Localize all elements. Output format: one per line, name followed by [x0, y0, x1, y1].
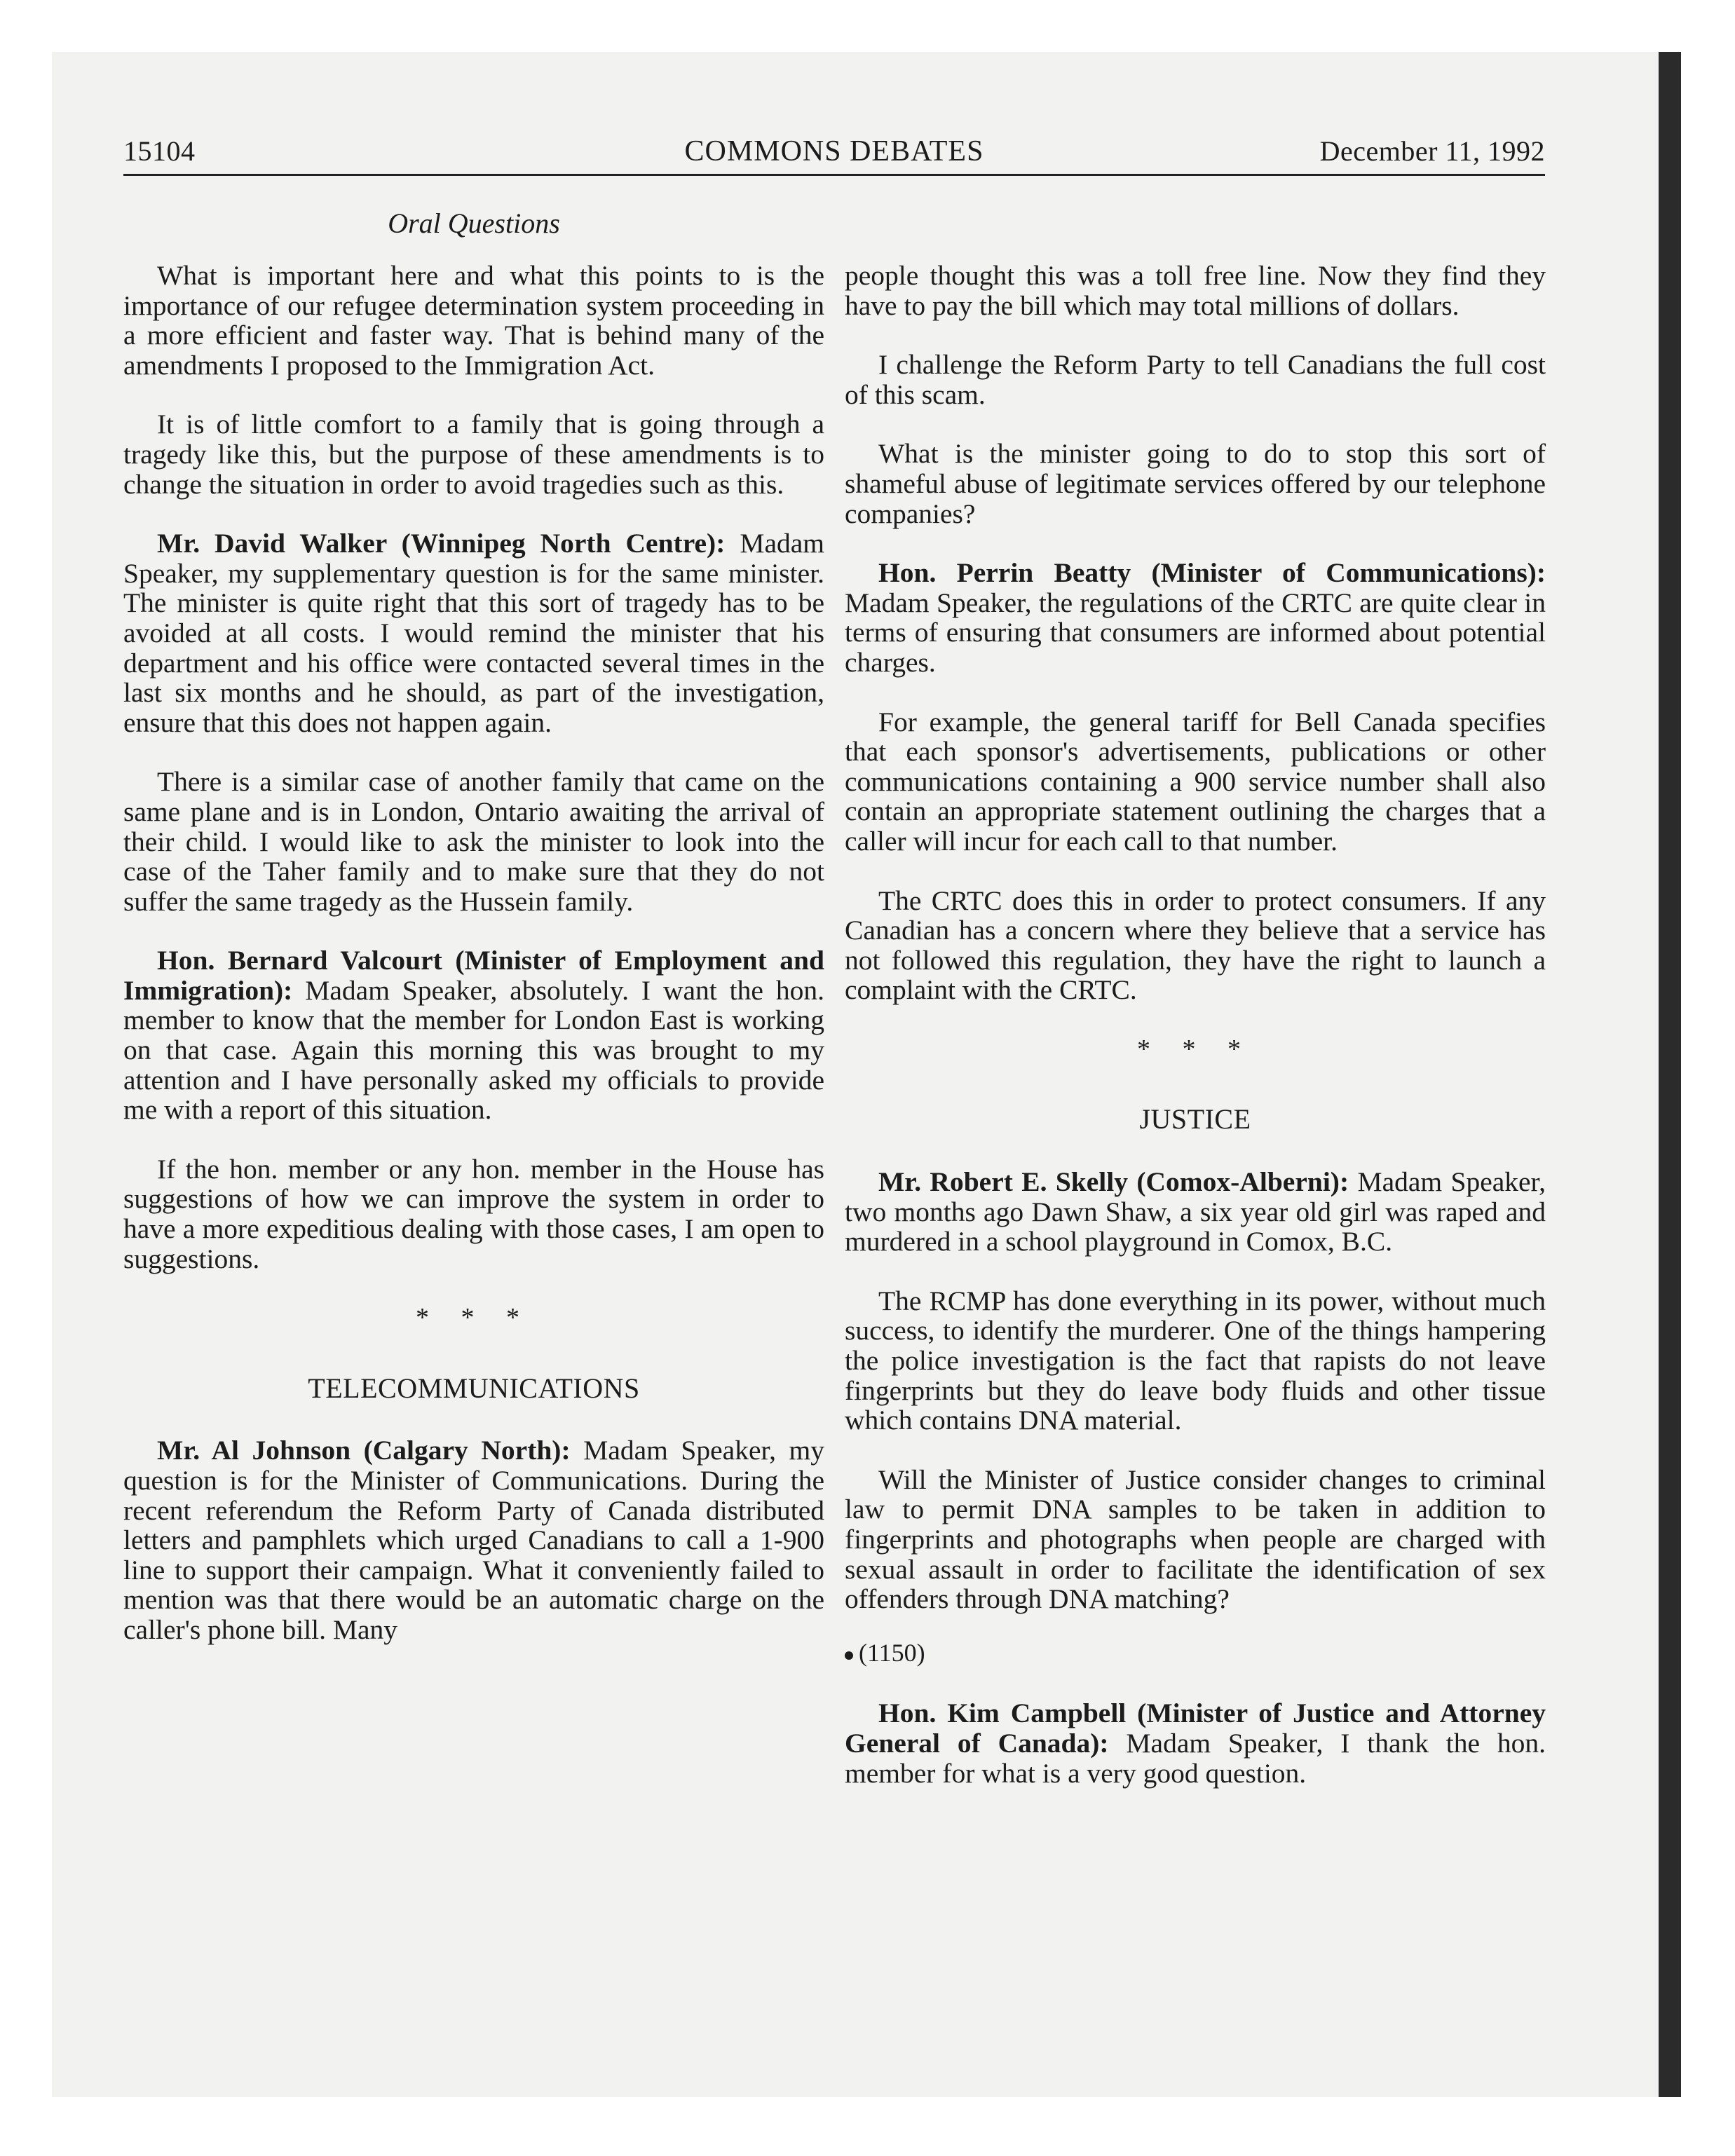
paragraph: If the hon. member or any hon. member in the House has suggestions of how we can improve the system in order to have a more expeditious dealing with those cases, I am open to suggestions. [123, 1153, 824, 1274]
speaker-name: Mr. Al Johnson (Calgary North): [157, 1435, 571, 1466]
paragraph: Will the Minister of Justice consider changes to criminal law to permit DNA samples to be taken in addition to fingerprints and photographs when people are charged with sexual assault in order to facilitate the identification of sex offenders through DNA matching? [845, 1464, 1546, 1615]
page-number: 15104 [123, 135, 196, 167]
time-marker-text: (1150) [859, 1638, 925, 1667]
header-date: December 11, 1992 [1319, 135, 1545, 167]
speech-paragraph [123, 946, 824, 1125]
paragraph: What is important here and what this points to is the importance of our refugee determination system proceeding in a more efficient and faster way. That is behind many of the amendments I proposed to the Immigration Act. [123, 260, 824, 381]
speech-paragraph [845, 1698, 1546, 1788]
section-separator: * * * [1137, 1034, 1253, 1064]
scan-edge-shadow [1659, 52, 1681, 2097]
section-heading: JUSTICE [1139, 1103, 1251, 1135]
speaker-name: Hon. Kim Campbell (Minister of Justice and Attorney General of Canada): [845, 1698, 1546, 1759]
left-column [123, 261, 824, 1674]
publication-title: COMMONS DEBATES [684, 135, 984, 168]
time-marker [845, 1638, 1546, 1668]
paragraph: For example, the general tariff for Bell Canada specifies that each sponsor's advertisements, publications or other communications containing a 900 service number shall also contain an appropriate statement outlining the charges that a caller will incur for each call to that number. [845, 706, 1546, 857]
speech-text: Madam Speaker, two months ago Dawn Shaw, a six year old girl was raped and murdered in a school playground in Comox, B.C. [845, 1166, 1546, 1257]
speaker-name: Mr. Robert E. Skelly (Comox-Alberni): [878, 1166, 1349, 1198]
speech-text: Madam Speaker, I thank the hon. member for what is a very good question. [845, 1727, 1546, 1789]
speech-text: Madam Speaker, absolutely. I want the hon. member to know that the member for London East is working on that case. Again this morning this was brought to my attention and I have personally asked my officials to provide me with a report of this situation. [123, 974, 824, 1126]
right-column [845, 261, 1546, 1817]
section-separator: * * * [416, 1303, 532, 1333]
speaker-name: Mr. David Walker (Winnipeg North Centre): [157, 528, 726, 559]
speech-text: Madam Speaker, my question is for the Minister of Communications. During the recent referendum the Reform Party of Canada distributed letters and pamphlets which urged Canadians to call a 1-900 line to support their campaign. What it conveniently failed to mention was that there would be an automatic charge on the caller's phone bill. Many [123, 1435, 824, 1645]
paragraph: There is a similar case of another family that came on the same plane and is in London, Ontario awaiting the arrival of their child. I would like to ask the minister to look into the case of the Taher family and to make sure that they do not suffer the same tragedy as the Hussein family. [123, 766, 824, 917]
speech-paragraph [123, 528, 824, 737]
section-heading: TELECOMMUNICATIONS [308, 1372, 640, 1404]
page-header [123, 135, 1545, 177]
paragraph: The CRTC does this in order to protect consumers. If any Canadian has a concern where they believe that a service has not followed this regulation, they have the right to launch a complaint with the CRTC. [845, 885, 1546, 1006]
speech-paragraph [845, 1167, 1546, 1257]
bullet-icon [845, 1651, 853, 1660]
speech-paragraph [845, 558, 1546, 677]
header-rule [123, 174, 1545, 176]
speech-text: Madam Speaker, the regulations of the CRTC are quite clear in terms of ensuring that consumers are informed about potential charges. [845, 587, 1546, 678]
paragraph: I challenge the Reform Party to tell Canadians the full cost of this scam. [845, 349, 1546, 410]
speaker-name: Hon. Perrin Beatty (Minister of Communications): [878, 557, 1546, 589]
speech-paragraph [123, 1435, 824, 1644]
paragraph: people thought this was a toll free line. Now they find they have to pay the bill which may total millions of dollars. [845, 260, 1546, 321]
paragraph: It is of little comfort to a family that is going through a tragedy like this, but the purpose of these amendments is to change the situation in order to avoid tragedies such as this. [123, 409, 824, 500]
section-title: Oral Questions [388, 207, 560, 239]
speech-text: Madam Speaker, my supplementary question is for the same minister. The minister is quite right that this sort of tragedy has to be avoided at all costs. I would remind the minister that his department and his office were contacted several times in the last six months and he should, as part of the investigation, ensure that this does not happen again. [123, 528, 824, 738]
speaker-name: Hon. Bernard Valcourt (Minister of Employment and Immigration): [123, 945, 824, 1006]
paragraph: What is the minister going to do to stop this sort of shameful abuse of legitimate services offered by our telephone companies? [845, 438, 1546, 529]
paragraph: The RCMP has done everything in its power, without much success, to identify the murderer. One of the things hampering the police investigation is the fact that rapists do not leave fingerprints but they do leave body fluids and other tissue which contains DNA material. [845, 1285, 1546, 1436]
